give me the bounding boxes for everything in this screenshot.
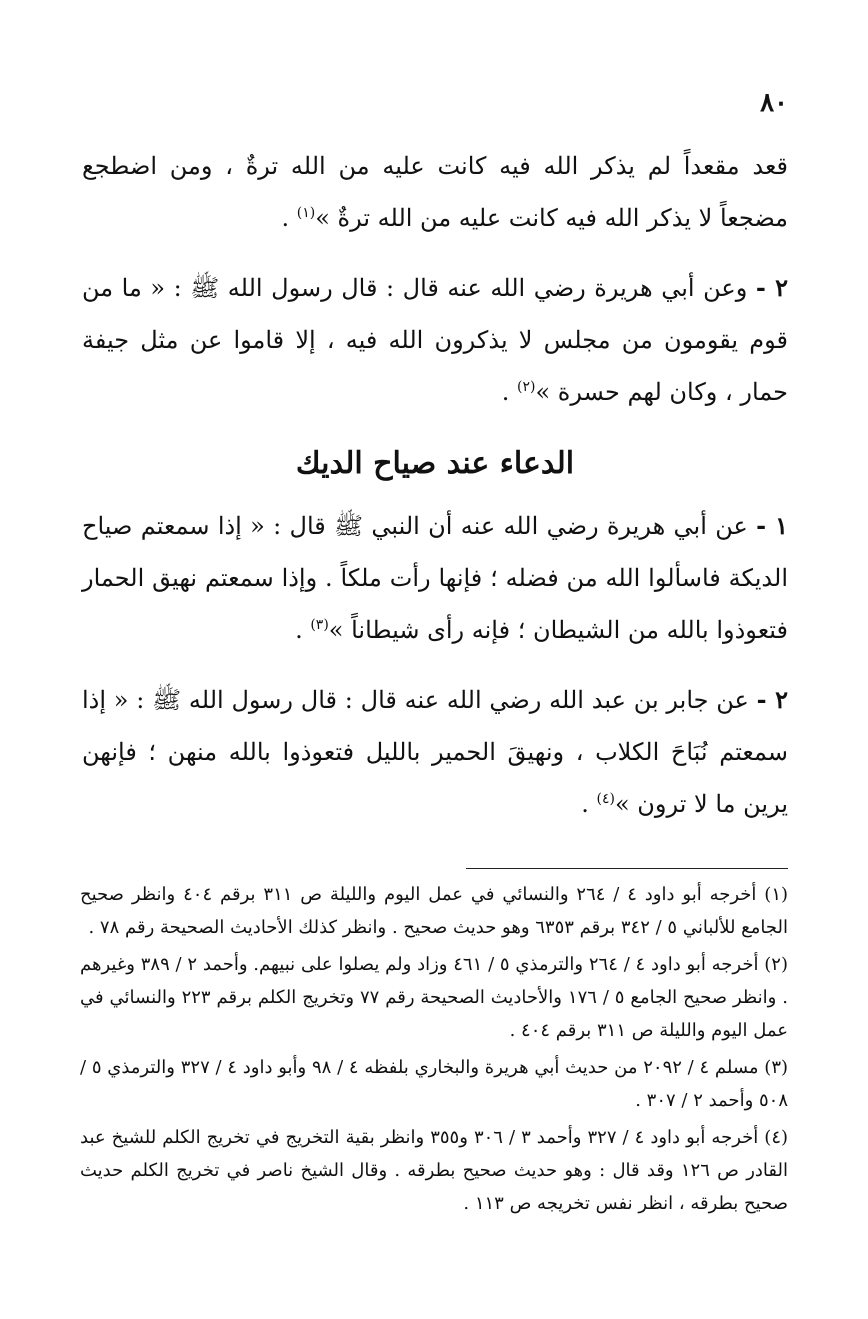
footnote-4: (٤) أخرجه أبو داود ٤ / ٣٢٧ وأحمد ٣ / ٣٠٦ و٣٥٥ وانظر بقية التخريج في تخريج الكلم للشيخ عبد القادر ص ١٢٦ وقد قال : وهو حديث صحيح بطرقه . وقال الشيخ ناصر في تخريج الكلم حديث صحيح بطرقه ، انظر نفس تخريجه ص ١١٣ .	[80, 1127, 789, 1214]
paragraph-continuation	[82, 140, 788, 244]
paragraph-text: قعد مقعداً لم يذكر الله فيه كانت عليه من الله ترةٌ ، ومن اضطجع مضجعاً لا يذكر الله فيه كانت عليه من الله ترةٌ »	[82, 152, 788, 232]
main-text	[82, 140, 788, 830]
footnotes	[80, 878, 788, 1224]
hadith-paragraph-2	[82, 262, 788, 418]
footnote-ref: (١)	[296, 205, 316, 221]
paragraph-end: .	[295, 616, 311, 644]
paragraph-text: وعن أبي هريرة رضي الله عنه قال : قال رسول الله ﷺ : « ما من قوم يقومون من مجلس لا يذكرون الله فيه ، إلا قاموا عن مثل جيفة حمار ، وكان لهم حسرة »	[82, 274, 788, 406]
hadith-number: ٢ -	[755, 273, 788, 302]
hadith-number: ٢ -	[756, 685, 788, 714]
hadith-number: ١ -	[756, 511, 788, 540]
footnote-2: (٢) أخرجه أبو داود ٤ / ٢٦٤ والترمذي ٥ / ٤٦١ وزاد ولم يصلوا على نبيهم. وأحمد ٢ / ٣٨٩ وغيرهم . وانظر صحيح الجامع ٥ / ١٧٦ والأحاديث الصحيحة رقم ٧٧ وتخريج الكلم برقم ٢٢٣ والنسائي في عمل اليوم والليلة ص ٣١١ برقم ٤٠٤ .	[80, 954, 788, 1041]
paragraph-end: .	[501, 378, 517, 406]
hadith-paragraph-1	[82, 500, 788, 656]
footnote-ref: (٣)	[310, 617, 329, 633]
page-number: ٨٠	[760, 88, 788, 118]
paragraph-end: .	[281, 204, 297, 232]
footnote-divider	[466, 868, 788, 869]
paragraph-text: عن جابر بن عبد الله رضي الله عنه قال : قال رسول الله ﷺ : « إذا سمعتم نُبَاحَ الكلاب ، ونهيقَ الحمير بالليل فتعوذوا بالله منهن ؛ فإنهن يرين ما لا ترون »	[82, 686, 788, 818]
hadith-paragraph-2b	[82, 674, 788, 830]
footnote-1: (١) أخرجه أبو داود ٤ / ٢٦٤ والنسائي في عمل اليوم والليلة ص ٣١١ برقم ٤٠٤ وانظر صحيح الجامع للألباني ٥ / ٣٤٢ برقم ٦٣٥٣ وهو حديث صحيح . وانظر كذلك الأحاديث الصحيحة رقم ٧٨ .	[80, 884, 789, 938]
paragraph-text: عن أبي هريرة رضي الله عنه أن النبي ﷺ قال : « إذا سمعتم صياح الديكة فاسألوا الله من فضله ؛ فإنها رأت ملكاً . وإذا سمعتم نهيق الحمار فتعوذوا بالله من الشيطان ؛ فإنه رأى شيطاناً »	[82, 512, 788, 644]
section-heading: الدعاء عند صياح الديك	[295, 446, 575, 481]
footnote-3: (٣) مسلم ٤ / ٢٠٩٢ من حديث أبي هريرة والبخاري بلفظه ٤ / ٩٨ وأبو داود ٤ / ٣٢٧ والترمذي ٥ / ٥٠٨ وأحمد ٢ / ٣٠٧ .	[80, 1057, 789, 1111]
footnote-ref: (٢)	[516, 379, 536, 395]
footnote-ref: (٤)	[596, 791, 615, 807]
paragraph-end: .	[581, 790, 597, 818]
